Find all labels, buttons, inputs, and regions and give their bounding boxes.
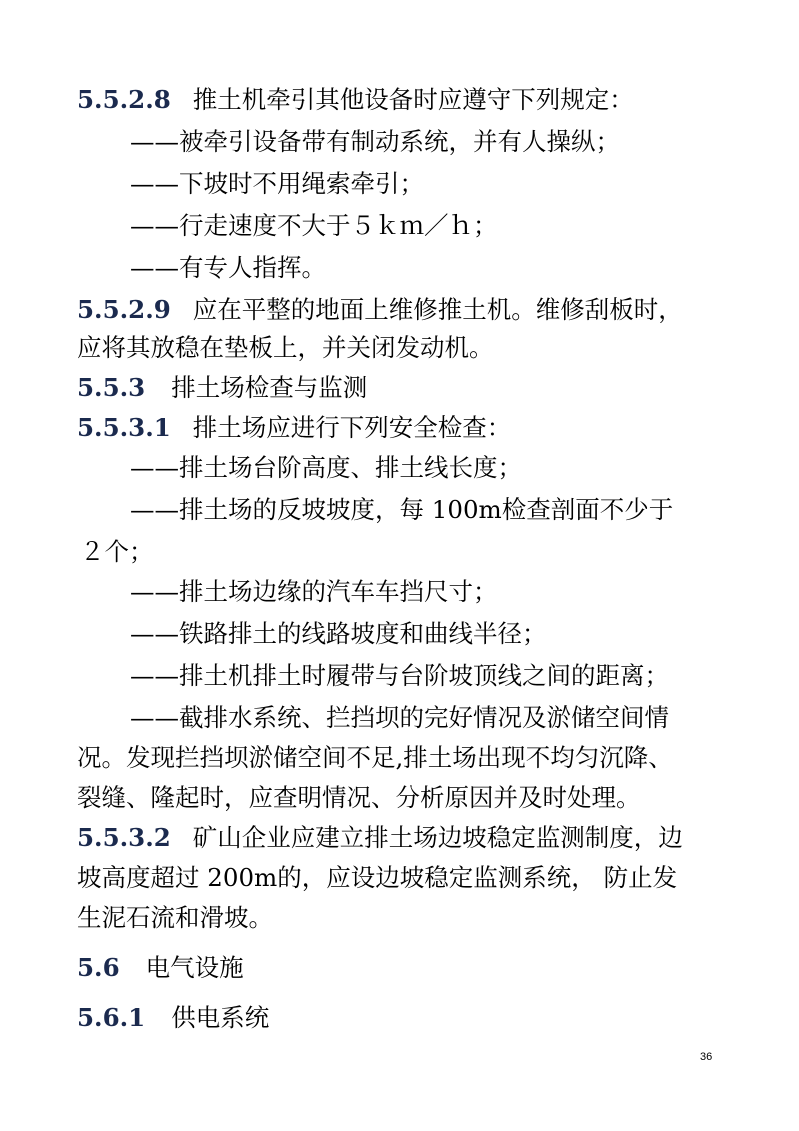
clause-number: 5.5.2.8 [77, 85, 171, 114]
clause-text: 矿山企业应建立排土场边坡稳定监测制度，边 [192, 823, 683, 852]
paragraph-text: 生泥石流和滑坡。 [77, 903, 273, 932]
section-heading [77, 948, 737, 988]
paragraph-text: 坡高度超过 200m的，应设边坡稳定监测系统， 防止发 [77, 863, 678, 892]
list-item-text: ——排土场边缘的汽车车挡尺寸； [130, 577, 498, 606]
paragraph-line [80, 532, 740, 572]
section-number: 5.6 [77, 953, 120, 982]
paragraph-line [77, 738, 737, 778]
list-item [130, 490, 790, 530]
list-item [130, 206, 790, 246]
section-number: 5.5.3 [77, 373, 146, 402]
paragraph-line [77, 858, 737, 898]
list-item [130, 122, 790, 162]
list-item-text: ——下坡时不用绳索牵引； [130, 169, 424, 198]
clause-heading [77, 80, 737, 120]
clause-heading [77, 818, 737, 858]
list-item-text: ——排土场台阶高度、排土线长度； [130, 453, 522, 482]
section-number: 5.6.1 [77, 1003, 146, 1032]
list-item [130, 164, 790, 204]
clause-number: 5.5.2.9 [77, 295, 171, 324]
list-item-text: ——铁路排土的线路坡度和曲线半径； [130, 619, 547, 648]
paragraph-text: 况。发现拦挡坝淤储空间不足,排土场出现不均匀沉降、 [77, 743, 673, 772]
clause-text: 应在平整的地面上维修推土机。维修刮板时， [192, 295, 683, 324]
list-item [130, 614, 790, 654]
paragraph-line [77, 328, 737, 368]
section-heading [77, 998, 737, 1038]
clause-number: 5.5.3.2 [77, 823, 171, 852]
list-item-text: ——截排水系统、拦挡坝的完好情况及淤储空间情 [130, 703, 669, 732]
list-item-text: ——排土机排土时履带与台阶坡顶线之间的距离； [130, 661, 669, 690]
page-number: 36 [700, 1051, 713, 1063]
list-item [130, 448, 790, 488]
clause-heading [77, 290, 737, 330]
section-title: 排土场检查与监测 [171, 373, 368, 402]
paragraph-text: ２个； [80, 537, 154, 566]
section-heading [77, 368, 737, 408]
clause-text: 排土场应进行下列安全检查： [192, 413, 512, 442]
paragraph-text: 裂缝、隆起时，应查明情况、分析原因并及时处理。 [77, 783, 641, 812]
list-item [130, 572, 790, 612]
clause-heading [77, 408, 737, 448]
paragraph-text: 应将其放稳在垫板上，并关闭发动机。 [77, 333, 494, 362]
clause-number: 5.5.3.1 [77, 413, 171, 442]
list-item-text: ——排土场的反坡坡度，每 100m检查剖面不少于 [130, 495, 674, 524]
clause-text: 推土机牵引其他设备时应遵守下列规定： [192, 85, 634, 114]
list-item-text: ——被牵引设备带有制动系统，并有人操纵； [130, 127, 620, 156]
list-item-text: ——有专人指挥。 [130, 253, 326, 282]
section-title: 供电系统 [171, 1003, 270, 1032]
list-item-text: ——行走速度不大于５ｋｍ／ｈ； [130, 211, 498, 240]
list-item [130, 656, 790, 696]
paragraph-line [77, 778, 737, 818]
section-title: 电气设施 [145, 953, 244, 982]
list-item [130, 248, 790, 288]
list-item [130, 698, 790, 738]
paragraph-line [77, 898, 737, 938]
